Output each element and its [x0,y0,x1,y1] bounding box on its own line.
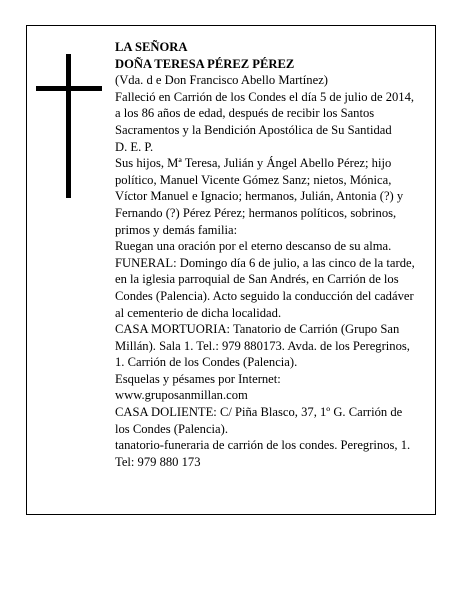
funeral-details: FUNERAL: Domingo día 6 de julio, a las cinco de la tarde, en la iglesia parroquial de San Andrés, en Carrión de los Condes (Palencia). Acto seguido la conducción del cadáver al cementerio de dicha localidad. [115,255,415,320]
death-announcement: Falleció en Carrión de los Condes el día 5 de julio de 2014, a los 86 años de edad, después de recibir los Santos Sacramentos y la Bendición Apostólica de Su Santidad [115,89,415,137]
deceased-title: LA SEÑORA [115,40,188,54]
widow-of-line: (Vda. d e Don Francisco Abello Martínez) [115,73,328,88]
mortuary-details: CASA MORTUORIA: Tanatorio de Carrión (Grupo San Millán). Sala 1. Tel.: 979 880173. Avda. de los Peregrinos, 1. Carrión de los Condes (Palencia). [115,322,410,370]
obituary-text-block [115,39,420,470]
rest-in-peace: D. E. P. [115,139,154,154]
internet-condolences-label: Esquelas y pésames por Internet: [115,371,281,386]
cross-vertical-bar [66,54,71,198]
deceased-name: DOÑA TERESA PÉREZ PÉREZ [115,56,295,71]
cross-horizontal-bar [36,86,102,91]
cross-icon [36,54,102,198]
prayer-request: Ruegan una oración por el eterno descanso de su alma. [115,239,392,254]
family-members: Sus hijos, Mª Teresa, Julián y Ángel Abello Pérez; hijo político, Manuel Vicente Gómez Sanz; nietos, Mónica, Víctor Manuel e Ignacio; hermanos, Julián, Antonia (?) y Fernando (?) Pérez Pérez; hermanos políticos, sobrinos, primos y demás familia: [115,156,404,237]
internet-url: www.gruposanmillan.com [115,388,248,403]
home-address: CASA DOLIENTE: C/ Piña Blasco, 37, 1º G. Carrión de los Condes (Palencia). [115,405,403,436]
funeral-home-details: tanatorio-funeraria de carrión de los condes. Peregrinos, 1. Tel: 979 880 173 [115,438,411,469]
